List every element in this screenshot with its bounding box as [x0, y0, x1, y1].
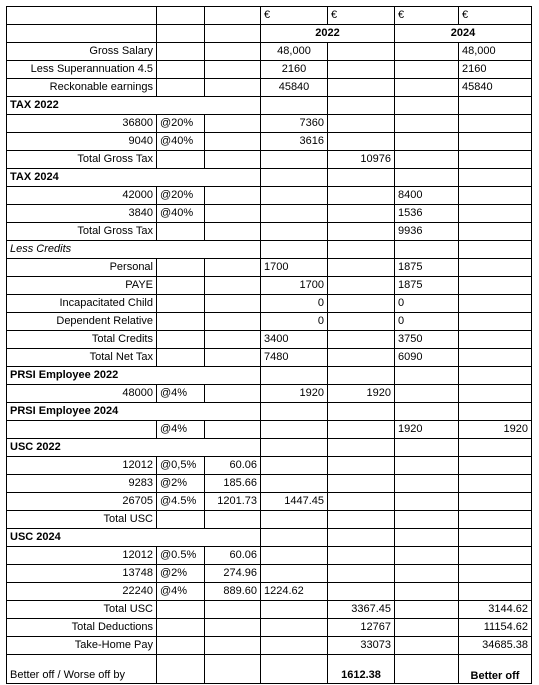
table-cell [205, 205, 261, 223]
table-cell: € [261, 7, 328, 25]
table-row [7, 151, 532, 169]
table-cell [328, 115, 395, 133]
table-cell [395, 115, 459, 133]
table-row [7, 295, 532, 313]
row-label-cell: Less Credits [7, 241, 261, 259]
table-row [7, 511, 532, 529]
table-cell: 1920 [261, 385, 328, 403]
table-cell: 1875 [395, 277, 459, 295]
table-row [7, 601, 532, 619]
table-cell [205, 313, 261, 331]
table-cell [157, 655, 205, 684]
table-cell [459, 241, 532, 259]
table-cell [395, 97, 459, 115]
table-cell: 0 [261, 313, 328, 331]
table-cell [395, 151, 459, 169]
table-cell: 7480 [261, 349, 328, 367]
row-label-cell: 9040 [7, 133, 157, 151]
table-cell [459, 439, 532, 457]
table-cell: @40% [157, 133, 205, 151]
table-cell [328, 511, 395, 529]
table-cell [328, 277, 395, 295]
table-cell [157, 331, 205, 349]
table-row [7, 61, 532, 79]
table-row [7, 619, 532, 637]
table-cell: 60.06 [205, 547, 261, 565]
table-cell [261, 223, 328, 241]
table-row [7, 313, 532, 331]
table-cell [205, 187, 261, 205]
table-cell [395, 493, 459, 511]
table-row [7, 349, 532, 367]
table-cell [395, 475, 459, 493]
row-label-cell: 26705 [7, 493, 157, 511]
table-cell [205, 331, 261, 349]
table-cell: 1920 [395, 421, 459, 439]
table-row [7, 187, 532, 205]
table-cell [459, 403, 532, 421]
table-cell [261, 151, 328, 169]
table-cell [459, 349, 532, 367]
table-cell [157, 25, 205, 43]
table-cell: 48,000 [261, 43, 328, 61]
table-cell [205, 61, 261, 79]
table-cell: 1700 [261, 259, 328, 277]
table-cell [205, 43, 261, 61]
table-cell [205, 421, 261, 439]
table-row [7, 223, 532, 241]
table-row [7, 403, 532, 421]
row-label-cell: 9283 [7, 475, 157, 493]
table-cell: @4.5% [157, 493, 205, 511]
table-cell [328, 79, 395, 97]
row-label-cell: Total USC [7, 511, 157, 529]
table-cell [459, 565, 532, 583]
table-row [7, 583, 532, 601]
table-cell [395, 655, 459, 684]
table-cell [395, 439, 459, 457]
table-cell [459, 223, 532, 241]
table-cell [328, 493, 395, 511]
table-cell: @40% [157, 205, 205, 223]
table-cell [205, 151, 261, 169]
table-cell [459, 331, 532, 349]
table-cell [328, 367, 395, 385]
row-label-cell [7, 421, 157, 439]
table-cell [395, 457, 459, 475]
table-cell [261, 457, 328, 475]
table-cell: 2024 [395, 25, 532, 43]
row-label-cell: 36800 [7, 115, 157, 133]
row-label-cell: Total Gross Tax [7, 151, 157, 169]
table-cell [459, 295, 532, 313]
table-cell [157, 43, 205, 61]
table-row [7, 115, 532, 133]
table-cell [261, 601, 328, 619]
table-cell: 3367.45 [328, 601, 395, 619]
row-label-cell [7, 7, 157, 25]
table-cell: @0,5% [157, 457, 205, 475]
table-cell [205, 115, 261, 133]
table-cell [328, 61, 395, 79]
table-cell [395, 385, 459, 403]
table-cell [328, 223, 395, 241]
table-cell: 1201.73 [205, 493, 261, 511]
table-cell [328, 241, 395, 259]
row-label-cell: PRSI Employee 2022 [7, 367, 261, 385]
table-row [7, 637, 532, 655]
table-cell [205, 133, 261, 151]
table-cell: @4% [157, 421, 205, 439]
row-label-cell: Total Gross Tax [7, 223, 157, 241]
table-cell [328, 169, 395, 187]
currency-header-row [7, 7, 532, 25]
table-cell: 3400 [261, 331, 328, 349]
table-cell: 45840 [261, 79, 328, 97]
table-row [7, 205, 532, 223]
table-cell [157, 295, 205, 313]
table-cell [395, 367, 459, 385]
row-label-cell: Total Net Tax [7, 349, 157, 367]
table-row [7, 169, 532, 187]
table-cell: € [328, 7, 395, 25]
table-cell: 274.96 [205, 565, 261, 583]
table-cell: 2022 [261, 25, 395, 43]
table-row [7, 43, 532, 61]
table-cell [459, 583, 532, 601]
table-cell [459, 493, 532, 511]
table-row [7, 529, 532, 547]
better-off-row [7, 655, 532, 684]
table-cell: 0 [395, 313, 459, 331]
table-row [7, 331, 532, 349]
table-cell: 3750 [395, 331, 459, 349]
table-cell [459, 547, 532, 565]
table-cell [205, 259, 261, 277]
table-cell [395, 619, 459, 637]
year-header-row [7, 25, 532, 43]
row-label-cell: TAX 2024 [7, 169, 261, 187]
table-cell [157, 151, 205, 169]
table-cell [459, 97, 532, 115]
row-label-cell: Incapacitated Child [7, 295, 157, 313]
table-cell: 0 [395, 295, 459, 313]
table-cell [261, 547, 328, 565]
row-label-cell: USC 2024 [7, 529, 261, 547]
table-cell: 1875 [395, 259, 459, 277]
row-label-cell: Dependent Relative [7, 313, 157, 331]
table-cell [157, 619, 205, 637]
table-row [7, 97, 532, 115]
table-cell: 1612.38 [328, 655, 395, 684]
table-cell [459, 457, 532, 475]
table-cell [395, 565, 459, 583]
table-cell [261, 511, 328, 529]
table-cell [395, 547, 459, 565]
row-label-cell: Gross Salary [7, 43, 157, 61]
table-cell [459, 115, 532, 133]
row-label-cell: Total USC [7, 601, 157, 619]
table-cell [157, 223, 205, 241]
table-cell: 48,000 [459, 43, 532, 61]
table-cell [459, 259, 532, 277]
table-cell [395, 133, 459, 151]
table-cell [328, 331, 395, 349]
table-row [7, 385, 532, 403]
table-cell: 1536 [395, 205, 459, 223]
table-cell [459, 205, 532, 223]
table-cell [395, 43, 459, 61]
table-cell [395, 79, 459, 97]
table-row [7, 133, 532, 151]
table-cell: 185.66 [205, 475, 261, 493]
table-cell: 11154.62 [459, 619, 532, 637]
table-row [7, 493, 532, 511]
table-cell: 8400 [395, 187, 459, 205]
table-cell [328, 475, 395, 493]
table-cell [328, 439, 395, 457]
table-cell [261, 205, 328, 223]
table-cell [459, 475, 532, 493]
table-cell [328, 457, 395, 475]
table-cell [328, 97, 395, 115]
table-cell: 3616 [261, 133, 328, 151]
table-row [7, 475, 532, 493]
table-cell [205, 7, 261, 25]
table-cell [261, 655, 328, 684]
table-cell [459, 367, 532, 385]
table-cell [328, 133, 395, 151]
table-cell [459, 151, 532, 169]
table-cell: 889.60 [205, 583, 261, 601]
table-cell: 10976 [328, 151, 395, 169]
row-label-cell: PRSI Employee 2024 [7, 403, 261, 421]
table-cell: @20% [157, 115, 205, 133]
table-cell [459, 511, 532, 529]
row-label-cell: 48000 [7, 385, 157, 403]
row-label-cell: Better off / Worse off by [7, 655, 157, 684]
table-row [7, 241, 532, 259]
table-cell [157, 313, 205, 331]
table-cell: 7360 [261, 115, 328, 133]
table-cell [205, 601, 261, 619]
table-cell [157, 259, 205, 277]
table-cell [328, 421, 395, 439]
row-label-cell: Personal [7, 259, 157, 277]
table-cell [395, 241, 459, 259]
table-cell [261, 187, 328, 205]
table-cell: € [395, 7, 459, 25]
table-cell: @4% [157, 385, 205, 403]
table-cell: 2160 [459, 61, 532, 79]
table-cell [395, 511, 459, 529]
table-cell [395, 583, 459, 601]
table-cell: € [459, 7, 532, 25]
table-cell: 33073 [328, 637, 395, 655]
table-cell [328, 205, 395, 223]
row-label-cell: 42000 [7, 187, 157, 205]
table-cell [157, 79, 205, 97]
row-label-cell: Total Deductions [7, 619, 157, 637]
table-cell [459, 169, 532, 187]
row-label-cell: 12012 [7, 457, 157, 475]
table-cell: Better off [459, 655, 532, 684]
table-cell [395, 61, 459, 79]
table-cell [395, 403, 459, 421]
table-cell [261, 97, 328, 115]
table-cell [205, 511, 261, 529]
table-cell [157, 511, 205, 529]
table-cell [261, 367, 328, 385]
row-label-cell: 13748 [7, 565, 157, 583]
table-cell [205, 619, 261, 637]
table-cell [157, 637, 205, 655]
table-cell [261, 529, 328, 547]
table-cell [261, 637, 328, 655]
table-cell: 1224.62 [261, 583, 328, 601]
table-row [7, 565, 532, 583]
table-cell: @2% [157, 565, 205, 583]
table-cell [459, 313, 532, 331]
table-cell: 60.06 [205, 457, 261, 475]
row-label-cell: Take-Home Pay [7, 637, 157, 655]
table-cell [459, 133, 532, 151]
table-cell: 3144.62 [459, 601, 532, 619]
row-label-cell: 22240 [7, 583, 157, 601]
table-cell [261, 241, 328, 259]
row-label-cell: TAX 2022 [7, 97, 261, 115]
table-row [7, 457, 532, 475]
table-cell [157, 7, 205, 25]
table-cell [261, 169, 328, 187]
row-label-cell: 12012 [7, 547, 157, 565]
table-cell [328, 43, 395, 61]
table-row [7, 259, 532, 277]
table-cell [205, 655, 261, 684]
row-label-cell: 3840 [7, 205, 157, 223]
table-cell [328, 403, 395, 421]
table-cell [157, 601, 205, 619]
table-row [7, 421, 532, 439]
table-cell [205, 277, 261, 295]
table-cell: 1700 [261, 277, 328, 295]
table-cell: 34685.38 [459, 637, 532, 655]
table-cell [328, 583, 395, 601]
table-cell [328, 313, 395, 331]
table-row [7, 439, 532, 457]
table-cell [205, 637, 261, 655]
table-cell [157, 61, 205, 79]
table-row [7, 547, 532, 565]
table-cell: 1920 [459, 421, 532, 439]
table-cell [328, 259, 395, 277]
table-cell: @4% [157, 583, 205, 601]
row-label-cell [7, 25, 157, 43]
table-cell: 12767 [328, 619, 395, 637]
row-label-cell: Total Credits [7, 331, 157, 349]
table-cell: @0.5% [157, 547, 205, 565]
row-label-cell: USC 2022 [7, 439, 261, 457]
table-cell [157, 349, 205, 367]
row-label-cell: PAYE [7, 277, 157, 295]
table-cell: @2% [157, 475, 205, 493]
table-cell [459, 529, 532, 547]
table-row [7, 79, 532, 97]
table-cell [261, 421, 328, 439]
row-label-cell: Less Superannuation 4.5 [7, 61, 157, 79]
table-cell [205, 223, 261, 241]
table-cell: 45840 [459, 79, 532, 97]
table-cell [157, 277, 205, 295]
table-cell [205, 79, 261, 97]
table-cell [205, 295, 261, 313]
table-cell [395, 601, 459, 619]
table-cell [328, 565, 395, 583]
table-cell [261, 619, 328, 637]
table-cell [328, 187, 395, 205]
table-cell [328, 295, 395, 313]
tax-comparison-table [6, 6, 532, 684]
table-cell [261, 475, 328, 493]
table-cell [328, 349, 395, 367]
table-cell [395, 529, 459, 547]
table-cell [205, 385, 261, 403]
table-cell [205, 25, 261, 43]
table-cell [261, 565, 328, 583]
table-cell [261, 439, 328, 457]
table-cell [328, 547, 395, 565]
row-label-cell: Reckonable earnings [7, 79, 157, 97]
table-cell [395, 637, 459, 655]
table-cell [459, 187, 532, 205]
table-cell [459, 385, 532, 403]
table-cell: 1447.45 [261, 493, 328, 511]
table-cell [205, 349, 261, 367]
table-cell: 6090 [395, 349, 459, 367]
table-cell: 1920 [328, 385, 395, 403]
table-row [7, 277, 532, 295]
table-cell: 2160 [261, 61, 328, 79]
table-cell [261, 403, 328, 421]
table-row [7, 367, 532, 385]
table-cell [328, 529, 395, 547]
table-cell [395, 169, 459, 187]
table-cell: @20% [157, 187, 205, 205]
table-cell: 0 [261, 295, 328, 313]
table-cell [459, 277, 532, 295]
table-cell: 9936 [395, 223, 459, 241]
